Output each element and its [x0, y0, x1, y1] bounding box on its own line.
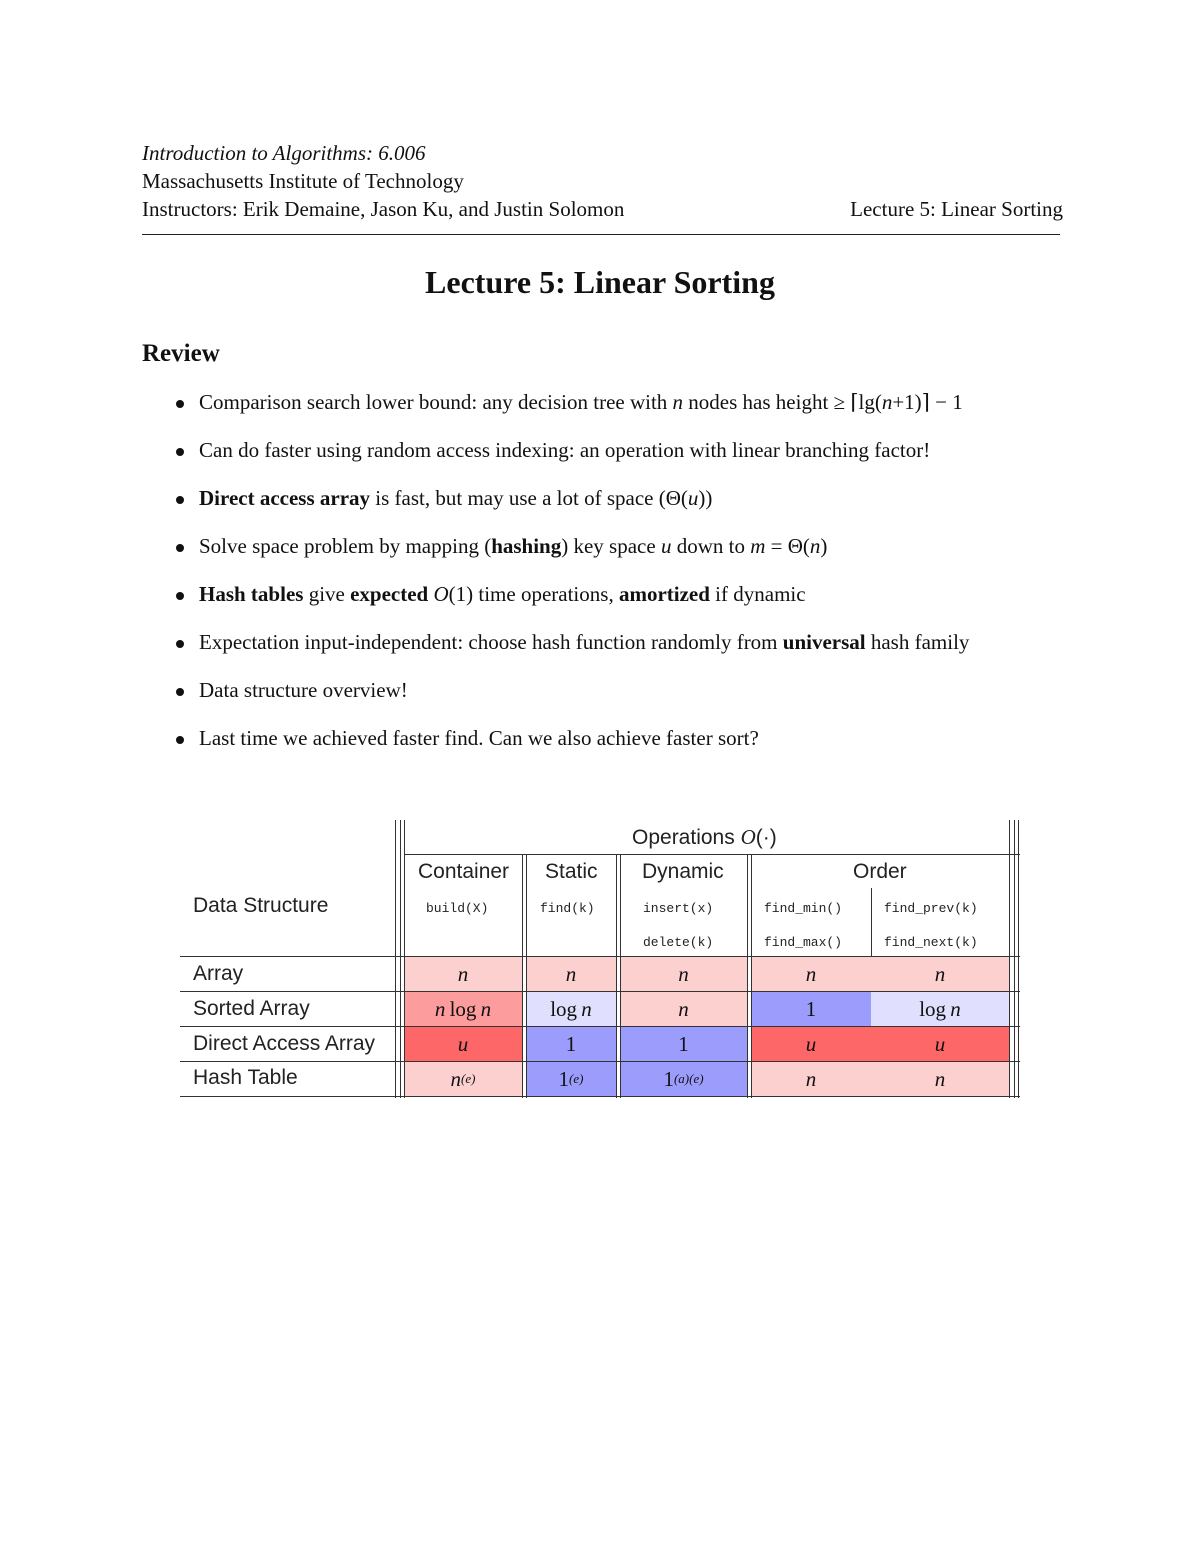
math-m: m: [750, 534, 766, 558]
op-delete: delete(k): [643, 935, 714, 950]
bullet-bold: Direct access array: [199, 486, 371, 510]
table-cell: [404, 1027, 522, 1061]
table-cell: [620, 957, 747, 991]
op-find-max: find_max(): [764, 935, 843, 950]
op-find-next: find_next(k): [884, 935, 978, 950]
table-cell: [871, 1062, 1009, 1096]
row-label-direct-access-array: Direct Access Array: [193, 1032, 376, 1055]
bullet-text: Can do faster using random access indexing: an operation with linear branching factor!: [199, 438, 931, 462]
cell-subscript: (a)(e): [673, 1071, 704, 1086]
row-label-array: Array: [193, 962, 244, 985]
course-title: Introduction to Algorithms: 6.006: [142, 141, 426, 165]
rule-col: [747, 854, 748, 1098]
double-rule-left: [400, 820, 401, 1098]
table-cell: [404, 992, 522, 1026]
bullet-dot: [176, 640, 184, 648]
double-rule-right: [1018, 820, 1019, 1098]
bullet-text: +1)⌉ − 1: [892, 390, 963, 414]
cell-value: 1: [805, 996, 817, 1021]
rule-col: [751, 854, 752, 1098]
math-n: n: [809, 534, 821, 558]
bullet-dot: [176, 688, 184, 696]
bullet-dot: [176, 544, 184, 552]
bullet-text: Solve space problem by mapping (: [199, 534, 492, 558]
bullet-text: nodes has height ≥ ⌈lg(: [683, 390, 882, 414]
cell-value: log: [919, 996, 951, 1021]
cell-value: n: [934, 961, 946, 986]
section-heading-review: Review: [142, 340, 220, 367]
table-cell: [871, 992, 1009, 1026]
rule-col: [620, 854, 621, 1098]
math-n: n: [881, 390, 893, 414]
table-cell: [751, 957, 871, 991]
rule-row: [180, 991, 1020, 992]
op-insert: insert(x): [643, 901, 714, 916]
math-u: u: [660, 534, 672, 558]
cell-value: u: [934, 1031, 946, 1056]
cell-value: 1: [565, 1031, 577, 1056]
rule-col: [616, 854, 617, 1098]
table-cell: [620, 992, 747, 1026]
cell-value: log: [550, 996, 582, 1021]
group-dynamic: Dynamic: [642, 860, 724, 883]
institution: Massachusetts Institute of Technology: [142, 169, 464, 193]
cell-value: n: [581, 996, 592, 1021]
cell-value: n: [934, 1066, 946, 1091]
data-structure-label: Data Structure: [193, 894, 329, 917]
bullet-text: Comparison search lower bound: any decision tree with: [199, 390, 673, 414]
bullet-item: [176, 580, 969, 628]
row-label-sorted-array: Sorted Array: [193, 997, 310, 1020]
op-find: find(k): [540, 901, 595, 916]
cell-subscript: (e): [461, 1071, 476, 1086]
bullet-bold: amortized: [618, 582, 710, 606]
table-cell: [620, 1062, 747, 1096]
bullet-text: down to: [671, 534, 751, 558]
bullet-item: [176, 388, 969, 436]
cell-value: u: [805, 1031, 817, 1056]
cell-value: n: [950, 996, 961, 1021]
table-cell: [404, 1062, 522, 1096]
op-find-min: find_min(): [764, 901, 843, 916]
cell-value: log: [449, 996, 481, 1021]
bullet-text: if dynamic: [709, 582, 806, 606]
bullet-text: Expectation input-independent: choose hash function randomly from: [199, 630, 783, 654]
op-build: build(X): [426, 901, 489, 916]
table-cell: [751, 1027, 871, 1061]
page-title: Lecture 5: Linear Sorting: [425, 264, 775, 300]
cell-subscript: (e): [569, 1071, 584, 1086]
rule-row: [180, 1026, 1020, 1027]
bullet-item: [176, 628, 969, 676]
bullet-text: Data structure overview!: [199, 678, 408, 702]
table-cell: [751, 1062, 871, 1096]
rule-col: [522, 854, 523, 1098]
double-rule-right: [1014, 820, 1015, 1098]
data-structure-table: [180, 820, 1020, 1098]
instructors: Instructors: Erik Demaine, Jason Ku, and Justin Solomon: [142, 197, 625, 221]
rule-under-header: [180, 956, 1020, 957]
cell-value: n: [450, 1066, 462, 1091]
math-O: O: [433, 582, 449, 606]
bullet-text: )): [698, 486, 713, 510]
bullet-dot: [176, 736, 184, 744]
table-cell: [526, 992, 616, 1026]
operations-label: Operations: [632, 826, 741, 849]
cell-value: n: [678, 996, 689, 1021]
bullet-item: [176, 532, 969, 580]
table-cell: [871, 1027, 1009, 1061]
header-rule: [142, 234, 1060, 235]
table-cell: [526, 1027, 616, 1061]
bullet-bold: Hash tables: [199, 582, 304, 606]
table-cell: [526, 957, 616, 991]
cell-value: n: [678, 961, 689, 986]
group-static: Static: [545, 860, 598, 883]
table-cell: [526, 1062, 616, 1096]
math-O: O: [740, 825, 756, 849]
bullet-dot: [176, 592, 184, 600]
rule-col: [526, 854, 527, 1098]
double-rule-right: [1009, 820, 1010, 1098]
bullet-bold: hashing: [491, 534, 562, 558]
group-order: Order: [853, 860, 907, 883]
bullet-text: (1) time operations,: [448, 582, 619, 606]
table-cell: [751, 992, 871, 1026]
cell-value: n: [434, 996, 450, 1021]
review-bullet-list: [176, 388, 969, 772]
math-n: n: [672, 390, 684, 414]
math-u: u: [687, 486, 699, 510]
cell-value: n: [805, 961, 817, 986]
cell-value: 1: [558, 1066, 570, 1091]
rule-col-order: [871, 888, 872, 956]
cell-value: 1: [678, 1031, 689, 1056]
bullet-item: [176, 724, 969, 772]
bullet-text: Last time we achieved faster find. Can we also achieve faster sort?: [199, 726, 759, 750]
cell-value: 1: [663, 1066, 674, 1091]
table-cell: [871, 957, 1009, 991]
header-lecture: Lecture 5: Linear Sorting: [850, 197, 1063, 221]
bullet-item: [176, 484, 969, 532]
bullet-text: ) key space: [561, 534, 661, 558]
cell-value: n: [480, 996, 492, 1021]
bullet-text: is fast, but may use a lot of space (Θ(: [370, 486, 688, 510]
operations-dot: (·): [755, 826, 777, 849]
bullet-dot: [176, 496, 184, 504]
bullet-text: = Θ(: [765, 534, 810, 558]
row-label-hash-table: Hash Table: [193, 1066, 298, 1089]
bullet-text: give: [303, 582, 351, 606]
bullet-text: hash family: [865, 630, 970, 654]
bullet-item: [176, 436, 969, 484]
cell-value: n: [457, 961, 469, 986]
bullet-bold: expected: [350, 582, 429, 606]
cell-value: n: [805, 1066, 817, 1091]
rule-under-operations: [404, 854, 1020, 855]
group-container: Container: [418, 860, 510, 883]
cell-value: n: [565, 961, 577, 986]
bullet-item: [176, 676, 969, 724]
double-rule-left: [395, 820, 396, 1098]
table-cell: [620, 1027, 747, 1061]
rule-bottom: [180, 1096, 1020, 1097]
bullet-text: ): [820, 534, 828, 558]
table-cell: [404, 957, 522, 991]
rule-row: [180, 1061, 1020, 1062]
op-find-prev: find_prev(k): [884, 901, 978, 916]
bullet-dot: [176, 400, 184, 408]
bullet-bold: universal: [782, 630, 866, 654]
double-rule-left: [404, 820, 405, 1098]
cell-value: u: [457, 1031, 469, 1056]
operations-header: [632, 825, 777, 850]
bullet-dot: [176, 448, 184, 456]
